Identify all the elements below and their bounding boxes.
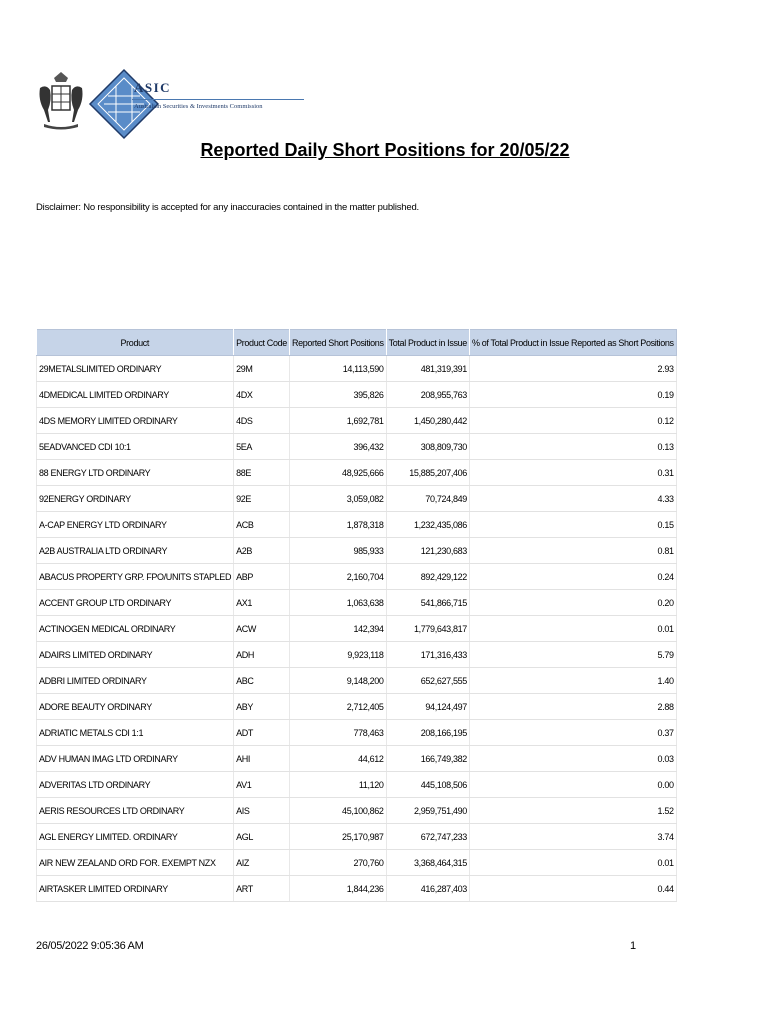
cell-reported-short-positions: 9,148,200: [289, 668, 386, 694]
cell-percent-short: 0.01: [469, 616, 676, 642]
cell-reported-short-positions: 1,692,781: [289, 408, 386, 434]
cell-reported-short-positions: 14,113,590: [289, 356, 386, 382]
cell-product-code: ABP: [234, 564, 290, 590]
cell-percent-short: 0.12: [469, 408, 676, 434]
logo-divider: [132, 99, 304, 100]
cell-product-name: ADORE BEAUTY ORDINARY: [37, 694, 234, 720]
cell-reported-short-positions: 3,059,082: [289, 486, 386, 512]
column-header-total-product-in-issue: Total Product in Issue: [386, 330, 469, 356]
cell-product-code: AV1: [234, 772, 290, 798]
cell-total-product-in-issue: 2,959,751,490: [386, 798, 469, 824]
cell-total-product-in-issue: 308,809,730: [386, 434, 469, 460]
cell-product-name: AIRTASKER LIMITED ORDINARY: [37, 876, 234, 902]
cell-product-code: AIZ: [234, 850, 290, 876]
cell-reported-short-positions: 11,120: [289, 772, 386, 798]
coat-of-arms-icon: [36, 70, 86, 132]
cell-total-product-in-issue: 672,747,233: [386, 824, 469, 850]
cell-product-name: ADAIRS LIMITED ORDINARY: [37, 642, 234, 668]
asic-wordmark: ASIC: [134, 80, 172, 95]
table-row: [37, 798, 677, 824]
table-row: [37, 538, 677, 564]
cell-product-name: 29METALSLIMITED ORDINARY: [37, 356, 234, 382]
cell-product-code: ABY: [234, 694, 290, 720]
cell-total-product-in-issue: 70,724,849: [386, 486, 469, 512]
table-row: [37, 876, 677, 902]
cell-reported-short-positions: 2,712,405: [289, 694, 386, 720]
cell-percent-short: 0.15: [469, 512, 676, 538]
cell-percent-short: 0.24: [469, 564, 676, 590]
cell-total-product-in-issue: 208,955,763: [386, 382, 469, 408]
cell-product-code: 5EA: [234, 434, 290, 460]
cell-reported-short-positions: 395,826: [289, 382, 386, 408]
cell-reported-short-positions: 270,760: [289, 850, 386, 876]
cell-product-name: 4DMEDICAL LIMITED ORDINARY: [37, 382, 234, 408]
table-row: [37, 668, 677, 694]
cell-total-product-in-issue: 892,429,122: [386, 564, 469, 590]
cell-percent-short: 2.88: [469, 694, 676, 720]
table-header-row: [37, 330, 677, 356]
cell-total-product-in-issue: 171,316,433: [386, 642, 469, 668]
column-header-product: Product: [37, 330, 234, 356]
cell-percent-short: 1.40: [469, 668, 676, 694]
table-row: [37, 746, 677, 772]
cell-reported-short-positions: 985,933: [289, 538, 386, 564]
cell-product-name: A-CAP ENERGY LTD ORDINARY: [37, 512, 234, 538]
cell-product-name: 4DS MEMORY LIMITED ORDINARY: [37, 408, 234, 434]
cell-percent-short: 0.44: [469, 876, 676, 902]
cell-product-name: ADV HUMAN IMAG LTD ORDINARY: [37, 746, 234, 772]
cell-product-name: ACCENT GROUP LTD ORDINARY: [37, 590, 234, 616]
table-row: [37, 486, 677, 512]
cell-reported-short-positions: 25,170,987: [289, 824, 386, 850]
cell-total-product-in-issue: 481,319,391: [386, 356, 469, 382]
cell-product-code: AGL: [234, 824, 290, 850]
table-row: [37, 460, 677, 486]
cell-product-code: 92E: [234, 486, 290, 512]
cell-percent-short: 3.74: [469, 824, 676, 850]
cell-reported-short-positions: 1,063,638: [289, 590, 386, 616]
cell-reported-short-positions: 778,463: [289, 720, 386, 746]
cell-total-product-in-issue: 94,124,497: [386, 694, 469, 720]
asic-logo: [36, 66, 276, 144]
table-row: [37, 720, 677, 746]
cell-total-product-in-issue: 15,885,207,406: [386, 460, 469, 486]
cell-reported-short-positions: 44,612: [289, 746, 386, 772]
cell-product-name: ACTINOGEN MEDICAL ORDINARY: [37, 616, 234, 642]
cell-product-name: AERIS RESOURCES LTD ORDINARY: [37, 798, 234, 824]
cell-product-name: ABACUS PROPERTY GRP. FPO/UNITS STAPLED: [37, 564, 234, 590]
cell-product-code: ABC: [234, 668, 290, 694]
cell-total-product-in-issue: 121,230,683: [386, 538, 469, 564]
cell-total-product-in-issue: 166,749,382: [386, 746, 469, 772]
cell-product-name: ADRIATIC METALS CDI 1:1: [37, 720, 234, 746]
cell-product-code: ADT: [234, 720, 290, 746]
cell-percent-short: 0.00: [469, 772, 676, 798]
cell-product-name: AGL ENERGY LIMITED. ORDINARY: [37, 824, 234, 850]
table-row: [37, 590, 677, 616]
cell-product-code: ACB: [234, 512, 290, 538]
cell-reported-short-positions: 2,160,704: [289, 564, 386, 590]
page-title: Reported Daily Short Positions for 20/05/22: [200, 140, 570, 160]
cell-product-name: AIR NEW ZEALAND ORD FOR. EXEMPT NZX: [37, 850, 234, 876]
cell-percent-short: 0.31: [469, 460, 676, 486]
table-row: [37, 512, 677, 538]
cell-product-name: ADVERITAS LTD ORDINARY: [37, 772, 234, 798]
cell-reported-short-positions: 9,923,118: [289, 642, 386, 668]
page-number: 1: [630, 940, 637, 952]
cell-percent-short: 4.33: [469, 486, 676, 512]
table-row: [37, 824, 677, 850]
disclaimer-text: Disclaimer: No responsibility is accepted for any inaccuracies contained in the matter published.: [36, 202, 419, 213]
cell-percent-short: 0.37: [469, 720, 676, 746]
cell-total-product-in-issue: 208,166,195: [386, 720, 469, 746]
table-body: [37, 356, 677, 902]
table-row: [37, 694, 677, 720]
cell-product-code: 4DS: [234, 408, 290, 434]
cell-total-product-in-issue: 3,368,464,315: [386, 850, 469, 876]
cell-product-name: ADBRI LIMITED ORDINARY: [37, 668, 234, 694]
cell-product-name: 92ENERGY ORDINARY: [37, 486, 234, 512]
cell-product-code: 4DX: [234, 382, 290, 408]
table-row: [37, 564, 677, 590]
table-row: [37, 850, 677, 876]
cell-product-code: AX1: [234, 590, 290, 616]
cell-percent-short: 0.19: [469, 382, 676, 408]
cell-total-product-in-issue: 416,287,403: [386, 876, 469, 902]
cell-product-name: A2B AUSTRALIA LTD ORDINARY: [37, 538, 234, 564]
cell-reported-short-positions: 48,925,666: [289, 460, 386, 486]
table-row: [37, 356, 677, 382]
table-row: [37, 616, 677, 642]
cell-percent-short: 0.03: [469, 746, 676, 772]
cell-product-code: ART: [234, 876, 290, 902]
table-row: [37, 772, 677, 798]
cell-reported-short-positions: 142,394: [289, 616, 386, 642]
cell-product-code: ACW: [234, 616, 290, 642]
cell-total-product-in-issue: 652,627,555: [386, 668, 469, 694]
cell-percent-short: 2.93: [469, 356, 676, 382]
cell-total-product-in-issue: 1,232,435,086: [386, 512, 469, 538]
cell-total-product-in-issue: 445,108,506: [386, 772, 469, 798]
cell-total-product-in-issue: 541,866,715: [386, 590, 469, 616]
cell-percent-short: 0.01: [469, 850, 676, 876]
column-header-percent-short: % of Total Product in Issue Reported as Short Positions: [469, 330, 676, 356]
cell-product-code: AIS: [234, 798, 290, 824]
table-row: [37, 642, 677, 668]
cell-reported-short-positions: 45,100,862: [289, 798, 386, 824]
table-row: [37, 434, 677, 460]
cell-total-product-in-issue: 1,779,643,817: [386, 616, 469, 642]
cell-product-code: AHI: [234, 746, 290, 772]
cell-product-code: A2B: [234, 538, 290, 564]
cell-product-name: 88 ENERGY LTD ORDINARY: [37, 460, 234, 486]
cell-percent-short: 5.79: [469, 642, 676, 668]
column-header-product-code: Product Code: [234, 330, 290, 356]
cell-product-name: 5EADVANCED CDI 10:1: [37, 434, 234, 460]
column-header-reported-short-positions: Reported Short Positions: [289, 330, 386, 356]
cell-percent-short: 0.13: [469, 434, 676, 460]
cell-reported-short-positions: 396,432: [289, 434, 386, 460]
cell-total-product-in-issue: 1,450,280,442: [386, 408, 469, 434]
cell-percent-short: 0.81: [469, 538, 676, 564]
cell-product-code: ADH: [234, 642, 290, 668]
cell-product-code: 29M: [234, 356, 290, 382]
cell-percent-short: 0.20: [469, 590, 676, 616]
table-row: [37, 382, 677, 408]
cell-percent-short: 1.52: [469, 798, 676, 824]
table-row: [37, 408, 677, 434]
asic-subtitle: Australian Securities & Investments Commission: [134, 103, 263, 110]
footer-timestamp: 26/05/2022 9:05:36 AM: [36, 940, 144, 952]
short-positions-table: [36, 329, 677, 902]
cell-reported-short-positions: 1,844,236: [289, 876, 386, 902]
cell-reported-short-positions: 1,878,318: [289, 512, 386, 538]
cell-product-code: 88E: [234, 460, 290, 486]
